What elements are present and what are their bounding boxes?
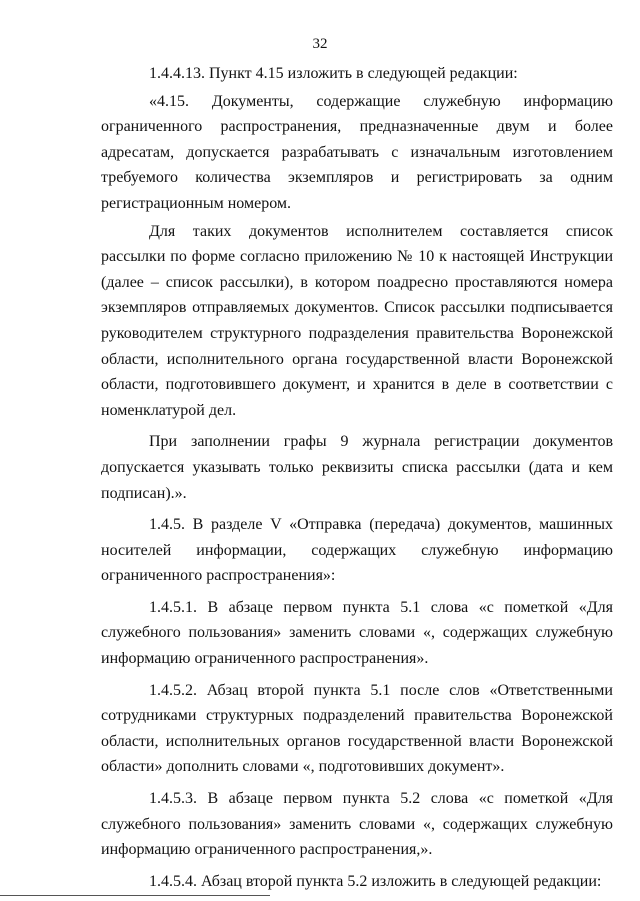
paragraph-item-1-4-5: 1.4.5. В разделе V «Отправка (передача) документов, машинных носителей информации, содержащих служебную информацию ограниченного распространения»:: [101, 516, 613, 585]
paragraph-item-1-4-4-13: 1.4.4.13. Пункт 4.15 изложить в следующей редакции:: [149, 65, 518, 82]
paragraph-item-1-4-5-2: 1.4.5.2. Абзац второй пункта 5.1 после слов «Ответственными сотрудниками структурных подразделений правительства Воронежской области, исполнительных органов государственной власти Воронежской области» дополнить словами «, подготовивших документ».: [101, 681, 613, 776]
page-number: 32: [312, 36, 328, 52]
footer-divider: [0, 895, 270, 896]
document-body: [101, 61, 613, 894]
paragraph-distribution-list: Для таких документов исполнителем составляется список рассылки по форме согласно приложению № 10 к настоящей Инструкции (далее – список рассылки), в котором поадресно проставляются номера экземпляров отправляемых документов. Список рассылки подписывается руководителем структурного подразделения правительства Воронежской области, исполнительного органа государственной власти Воронежской области, подготовившего документ, и хранится в деле в соответствии с номенклатурой дел.: [101, 222, 613, 419]
paragraph-item-1-4-5-1: 1.4.5.1. В абзаце первом пункта 5.1 слова «с пометкой «Для служебного пользования» заменить словами «, содержащих служебную информацию ограниченного распространения».: [101, 598, 613, 668]
paragraph-item-4-15-quote: «4.15. Документы, содержащие служебную информацию ограниченного распространения, предназначенные двум и более адресатам, допускается разрабатывать с изначальным изготовлением требуемого количества экземпляров и регистрировать за одним регистрационным номером.: [101, 92, 613, 212]
paragraph-journal-column-9: При заполнении графы 9 журнала регистрации документов допускается указывать только реквизиты списка рассылки (дата и кем подписан).».: [101, 433, 613, 502]
paragraph-item-1-4-5-4: 1.4.5.4. Абзац второй пункта 5.2 изложить в следующей редакции:: [149, 872, 602, 890]
paragraph-item-1-4-5-3: 1.4.5.3. В абзаце первом пункта 5.2 слова «с пометкой «Для служебного пользования» заменить словами «, содержащих служебную информацию ограниченного распространения,».: [101, 790, 613, 859]
